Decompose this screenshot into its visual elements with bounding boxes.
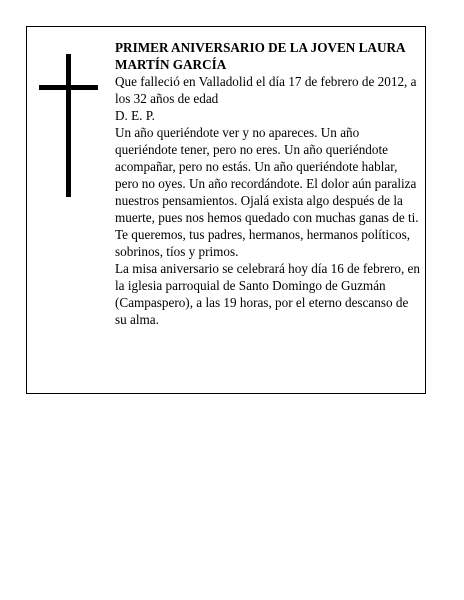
mass-info: La misa aniversario se celebrará hoy día 16 de febrero, en la iglesia parroquial de Santo Domingo de Guzmán (Campaspero), a las 19 horas, por el eterno descanso de su alma.	[115, 261, 420, 327]
cross-icon	[39, 54, 98, 197]
dedication-text: Un año queriéndote ver y no apareces. Un año queriéndote tener, pero no eres. Un año queriéndote acompañar, pero no estás. Un año queriéndote hablar, pero no oyes. Un año recordándote. El dolor aún paraliza nuestros pensamientos. Ojalá exista algo después de la muerte, pues nos hemos quedado con muchas ganas de ti.	[115, 125, 419, 225]
death-info: Que falleció en Valladolid el día 17 de febrero de 2012, a los 32 años de edad	[115, 74, 417, 106]
family-line: Te queremos, tus padres, hermanos, hermanos políticos, sobrinos, tíos y primos.	[115, 227, 410, 259]
obituary-notice	[26, 26, 426, 394]
notice-text	[115, 39, 423, 328]
rip-line: D. E. P.	[115, 108, 155, 123]
cross-vertical-bar	[66, 54, 71, 197]
notice-title: PRIMER ANIVERSARIO DE LA JOVEN LAURA MARTÍN GARCÍA	[115, 40, 405, 72]
cross-horizontal-bar	[39, 85, 98, 90]
